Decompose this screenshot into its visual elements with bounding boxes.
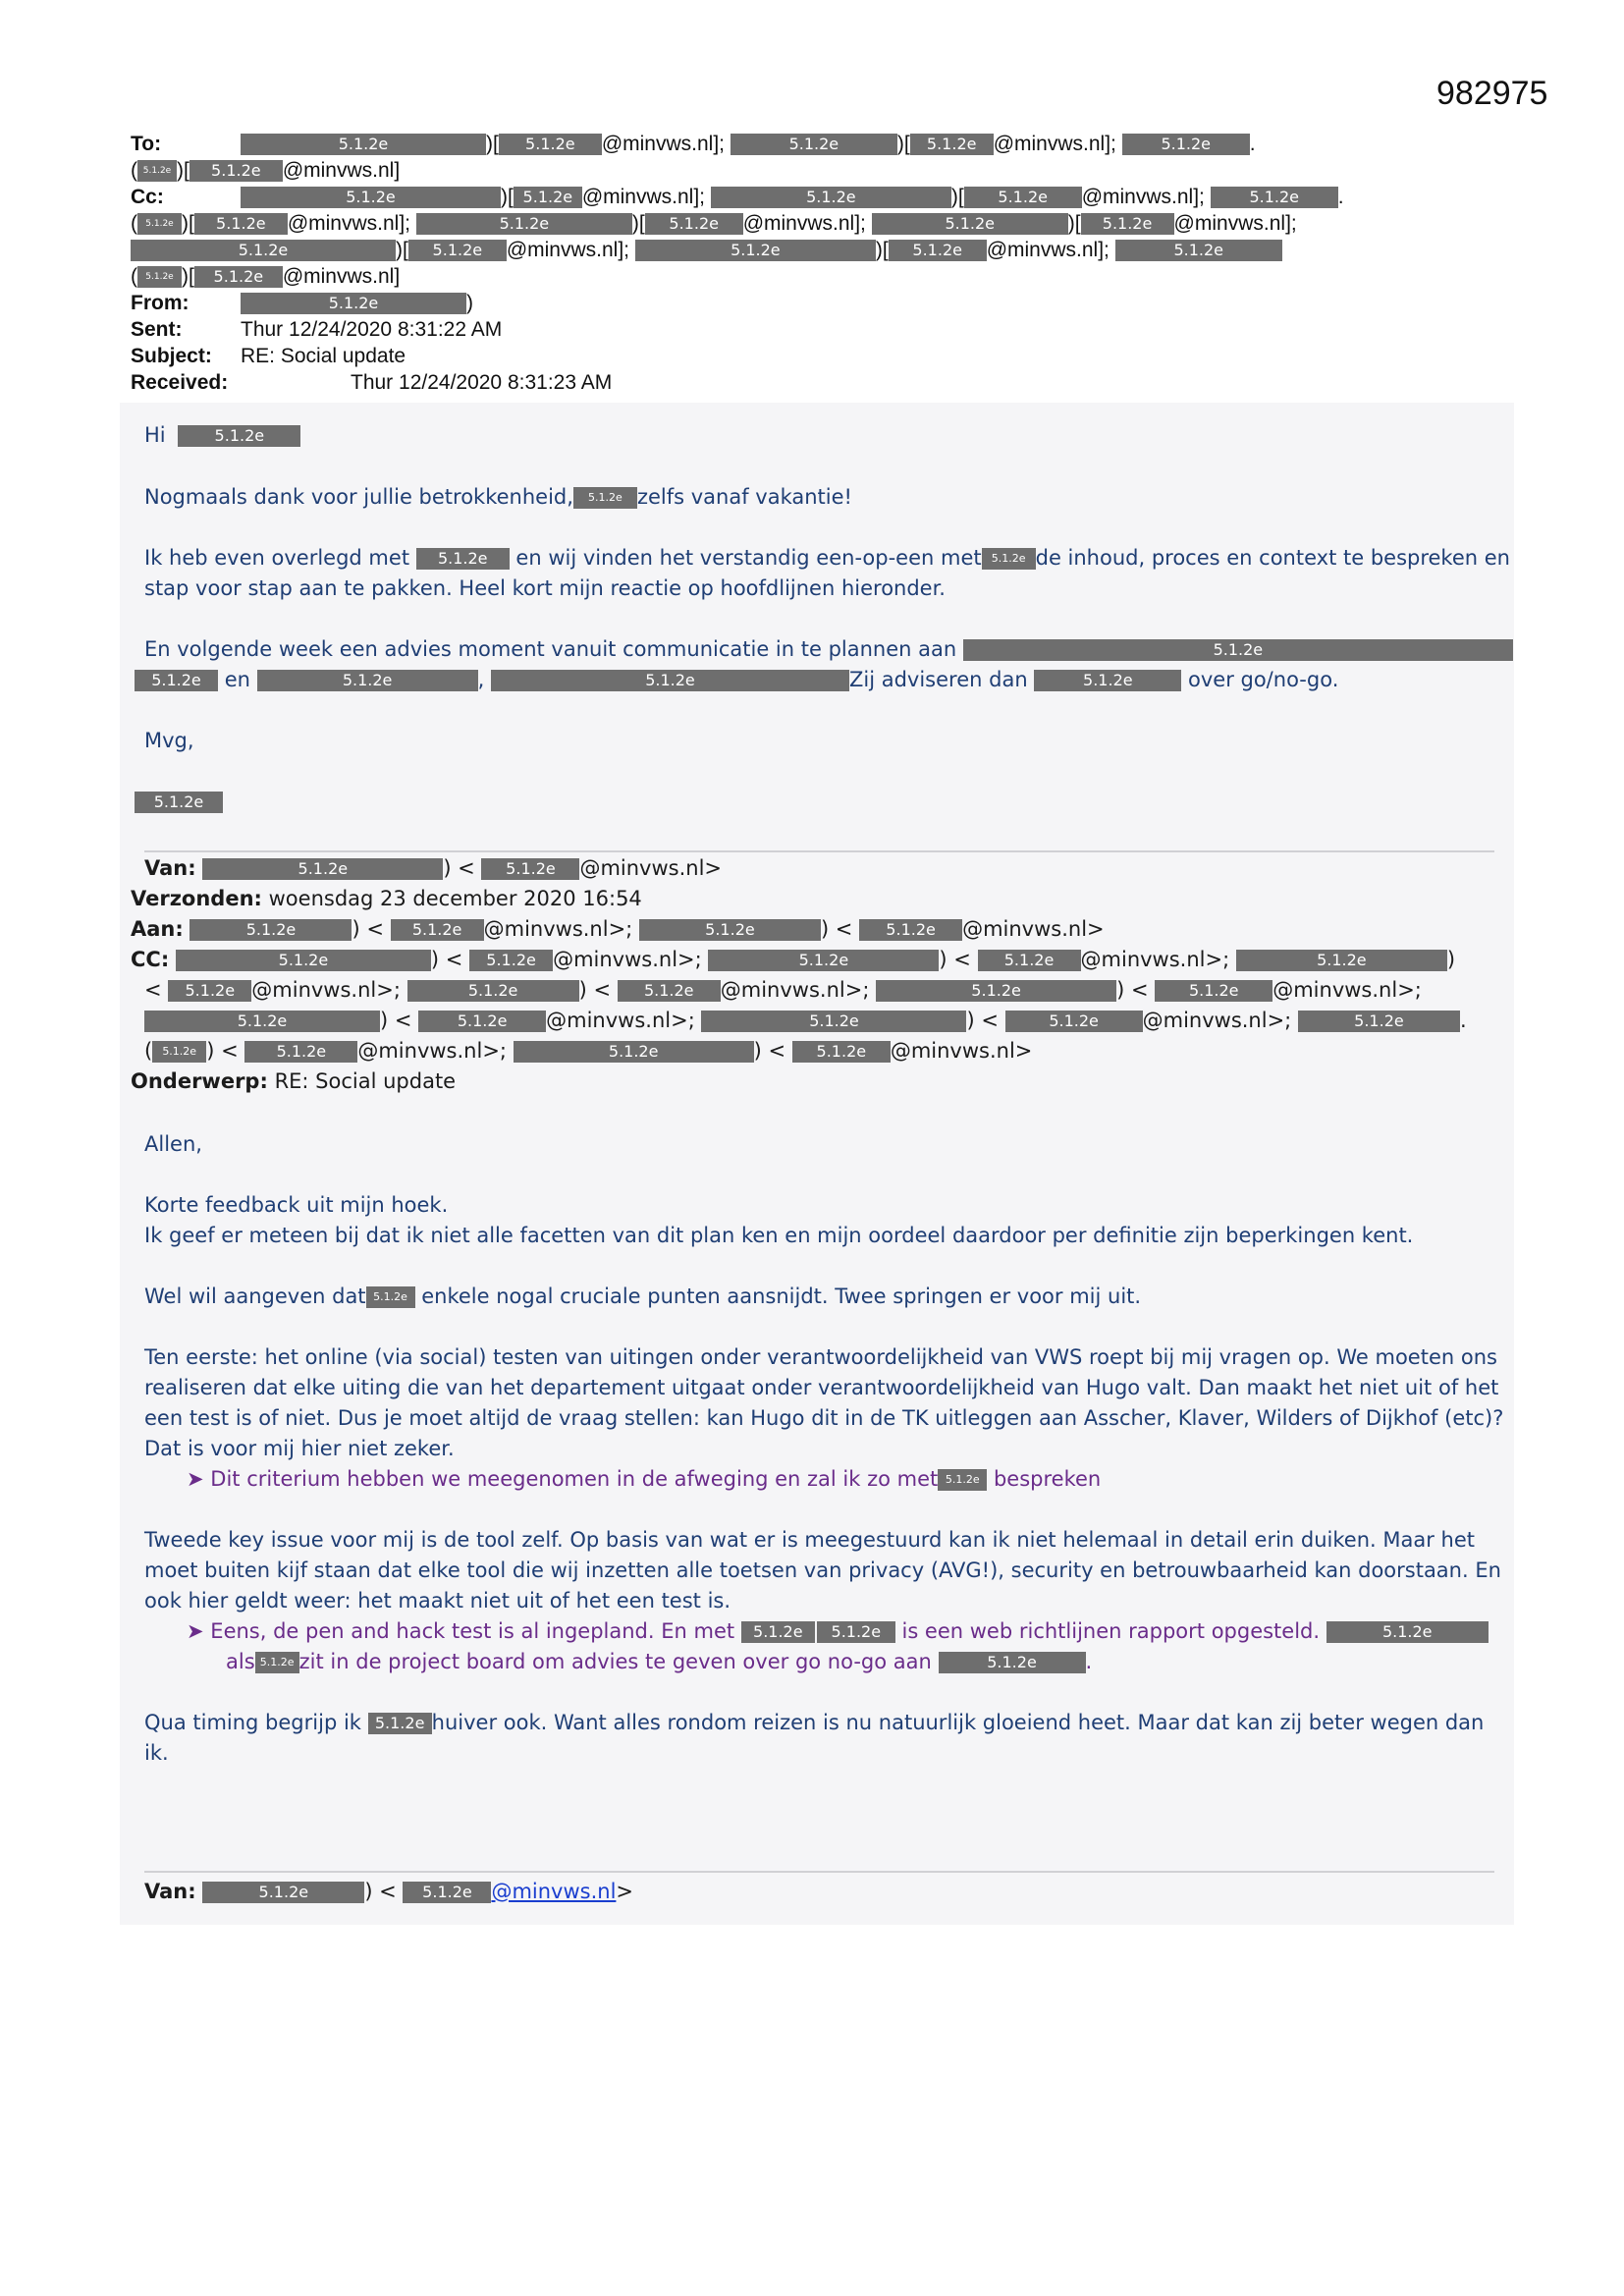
redaction: 5.1.2e [639,919,821,941]
redaction: 5.1.2e [189,160,283,182]
cc-line1: 5.1.2e )[ 5.1.2e @minvws.nl]; 5.1.2e )[ 5.1.2e @minvws.nl]; 5.1.2e . [241,184,1344,210]
to-recipients-line2: ( 5.1.2e )[ 5.1.2e @minvws.nl] [131,159,401,182]
cc-line3: 5.1.2e )[ 5.1.2e @minvws.nl]; 5.1.2e )[ 5.1.2e @minvws.nl]; 5.1.2e [131,237,1282,263]
redaction: 5.1.2e [817,1621,895,1643]
message2-cc-line2: < 5.1.2e @minvws.nl>; 5.1.2e ) < 5.1.2e @minvws.nl>; 5.1.2e ) < 5.1.2e @minvws.nl>; [144,978,1422,1002]
redaction: 5.1.2e [241,187,501,208]
redaction: 5.1.2e [982,548,1036,570]
redaction: 5.1.2e [514,187,582,208]
from-value: 5.1.2e ) [241,290,473,316]
sent-value: Thur 12/24/2020 8:31:22 AM [241,318,503,341]
redaction: 5.1.2e [491,670,849,691]
message1-closing: Mvg, [144,729,194,752]
redaction: 5.1.2e [741,1621,815,1643]
redaction: 5.1.2e [711,187,951,208]
redaction: 5.1.2e [645,213,743,235]
redaction: 5.1.2e [152,1041,206,1063]
redaction: 5.1.2e [1326,1621,1489,1643]
redaction: 5.1.2e [514,1041,754,1063]
reply-bullet-1: ➤ Dit criterium hebben we meegenomen in de afweging en zal ik zo met 5.1.2e bespreken [187,1467,1102,1491]
message2-cc-line3: 5.1.2e ) < 5.1.2e @minvws.nl>; 5.1.2e ) < 5.1.2e @minvws.nl>; 5.1.2e . [144,1006,1467,1036]
message2-paragraph4-line2: realiseren dat elke uiting die van het departement uitgaat onder verantwoordelijkheid van Hugo valt. Dan maakt het niet uit of het [144,1376,1499,1399]
redaction: 5.1.2e [178,425,300,447]
redaction: 5.1.2e [1122,134,1250,155]
redaction: 5.1.2e [202,1882,364,1903]
redaction: 5.1.2e [1236,950,1447,971]
redaction: 5.1.2e [1155,980,1272,1002]
message2-cc-line1: CC: 5.1.2e ) < 5.1.2e @minvws.nl>; 5.1.2e ) < 5.1.2e @minvws.nl>; 5.1.2e ) [131,948,1456,971]
greeting-line: Hi 5.1.2e [144,420,300,451]
message2-paragraph4-line3: een test is of niet. Dus je moet altijd de vraag stellen: kan Hugo dit in de TK uitleggen aan Asscher, Klaver, Wilders of Dijkhof (etc)? [144,1406,1504,1430]
separator [144,1871,1494,1873]
message2-paragraph5-line1: Tweede key issue voor mij is de tool zelf. Op basis van wat er is meegestuurd kan ik niet helemaal in detail erin duiken. Maar het [144,1528,1476,1552]
redaction: 5.1.2e [1005,1011,1143,1032]
redaction: 5.1.2e [1298,1011,1460,1032]
to-label: To: [131,133,162,155]
redaction: 5.1.2e [872,213,1068,235]
to-recipients-line1: 5.1.2e )[ 5.1.2e @minvws.nl]; 5.1.2e )[ 5.1.2e @minvws.nl]; 5.1.2e . [241,131,1256,157]
redaction: 5.1.2e [137,266,182,288]
arrow-bullet-icon: ➤ [187,1619,204,1643]
email-link[interactable]: @minvws.nl [491,1880,617,1903]
redaction: 5.1.2e [1034,670,1181,691]
from-label: From: [131,292,189,314]
message1-paragraph3-line1: En volgende week een advies moment vanuit communicatie in te plannen aan 5.1.2e [144,634,1513,665]
received-row [131,369,228,396]
message1-signature [135,787,223,817]
redaction: 5.1.2e [194,266,283,288]
message2-onderwerp: Onderwerp: RE: Social update [131,1069,457,1093]
separator [144,850,1494,852]
message2-paragraph5-line2: moet buiten kijf staan dat elke tool die wij inzetten alle toetsen van privacy (AVG!), security en betrouwbaarheid kan doorstaan. En [144,1558,1501,1582]
redaction: 5.1.2e [418,1011,546,1032]
reply-bullet-2-line1: ➤ Eens, de pen and hack test is al ingepland. En met 5.1.2e 5.1.2e is een web richtlijnen rapport opgesteld. 5.1.2e [187,1616,1489,1647]
redaction: 5.1.2e [573,487,637,509]
redaction: 5.1.2e [978,950,1081,971]
message2-aan: Aan: 5.1.2e ) < 5.1.2e @minvws.nl>; 5.1.2e ) < 5.1.2e @minvws.nl> [131,917,1105,941]
message1-paragraph3-line2: 5.1.2e en 5.1.2e , 5.1.2e Zij adviseren dan 5.1.2e over go/no-go. [135,665,1338,695]
redaction: 5.1.2e [137,160,177,182]
redaction: 5.1.2e [407,980,579,1002]
message2-paragraph5-line3: ook hier geldt weer: het maakt niet uit of het een test is. [144,1589,731,1613]
sent-row [131,316,183,343]
document-number: 982975 [1436,75,1548,112]
message2-paragraph2: Ik geef er meteen bij dat ik niet alle facetten van dit plan ken en mijn oordeel daardoor per definitie zijn beperkingen kent. [144,1224,1414,1247]
redaction: 5.1.2e [469,950,553,971]
redaction: 5.1.2e [1115,240,1282,261]
subject-label: Subject: [131,345,212,367]
redaction: 5.1.2e [889,240,987,261]
message2-verzonden: Verzonden: woensdag 23 december 2020 16:54 [131,887,642,910]
redaction: 5.1.2e [481,858,579,880]
redaction: 5.1.2e [244,1041,357,1063]
redaction: 5.1.2e [708,950,939,971]
cc-row [131,184,164,210]
message2-van: Van: 5.1.2e ) < 5.1.2e @minvws.nl> [144,856,723,880]
redaction: 5.1.2e [618,980,721,1002]
redaction: 5.1.2e [241,134,486,155]
redaction: 5.1.2e [257,670,478,691]
redaction: 5.1.2e [635,240,876,261]
redaction: 5.1.2e [963,639,1513,661]
redaction: 5.1.2e [194,213,288,235]
message2-paragraph1: Korte feedback uit mijn hoek. [144,1193,449,1217]
from-row [131,290,189,316]
redaction: 5.1.2e [964,187,1082,208]
redaction: 5.1.2e [416,548,510,570]
cc-line4: ( 5.1.2e )[ 5.1.2e @minvws.nl] [131,265,401,288]
redaction: 5.1.2e [131,240,396,261]
message2-paragraph4-line4: Dat is voor mij hier niet zeker. [144,1437,455,1460]
redaction: 5.1.2e [176,950,431,971]
subject-value: RE: Social update [241,345,406,367]
message2-paragraph4-line1: Ten eerste: het online (via social) testen van uitingen onder verantwoordelijkheid van VWS roept bij mij vragen op. We moeten ons [144,1345,1497,1369]
redaction: 5.1.2e [1211,187,1338,208]
received-label: Received: [131,371,229,394]
redaction: 5.1.2e [731,134,897,155]
redaction: 5.1.2e [368,1713,432,1734]
redaction: 5.1.2e [168,980,251,1002]
arrow-bullet-icon: ➤ [187,1467,204,1491]
message2-paragraph3: Wel wil aangeven dat 5.1.2e enkele nogal cruciale punten aansnijdt. Twee springen er voor mij uit. [144,1285,1142,1308]
redaction: 5.1.2e [366,1286,415,1308]
subject-row [131,343,212,369]
redaction: 5.1.2e [403,1882,491,1903]
redaction: 5.1.2e [1081,213,1174,235]
message1-paragraph2-line1: Ik heb even overlegd met 5.1.2e en wij vinden het verstandig een-op-een met 5.1.2e de inhoud, proces en context te bespreken en [144,546,1510,570]
redaction: 5.1.2e [910,134,994,155]
redaction: 5.1.2e [135,792,223,813]
reply-bullet-2-line2: als 5.1.2e zit in de project board om advies te geven over go no-go aan 5.1.2e . [226,1650,1093,1673]
redaction: 5.1.2e [499,134,602,155]
message2-cc-line4: ( 5.1.2e ) < 5.1.2e @minvws.nl>; 5.1.2e ) < 5.1.2e @minvws.nl> [144,1039,1033,1063]
cc-label: Cc: [131,186,164,208]
message1-paragraph2-line2: stap voor stap aan te pakken. Heel kort mijn reactie op hoofdlijnen hieronder. [144,576,946,600]
to-row [131,131,161,157]
cc-line2: ( 5.1.2e )[ 5.1.2e @minvws.nl]; 5.1.2e )[ 5.1.2e @minvws.nl]; 5.1.2e )[ 5.1.2e @minvws.nl]; [131,212,1297,235]
redaction: 5.1.2e [135,670,218,691]
redaction: 5.1.2e [701,1011,966,1032]
redaction: 5.1.2e [416,213,632,235]
redaction: 5.1.2e [859,919,962,941]
redaction: 5.1.2e [241,293,466,314]
message-body-panel [120,403,1514,1925]
message2-greeting: Allen, [144,1132,202,1156]
redaction: 5.1.2e [255,1652,299,1673]
redaction: 5.1.2e [202,858,443,880]
redaction: 5.1.2e [137,213,182,235]
redaction: 5.1.2e [792,1041,891,1063]
redaction: 5.1.2e [938,1469,987,1491]
redaction: 5.1.2e [876,980,1116,1002]
message1-paragraph1: Nogmaals dank voor jullie betrokkenheid, 5.1.2e zelfs vanaf vakantie! [144,485,852,509]
redaction: 5.1.2e [939,1652,1086,1673]
message2-paragraph6-line2: ik. [144,1741,169,1765]
redaction: 5.1.2e [391,919,484,941]
redaction: 5.1.2e [408,240,507,261]
redaction: 5.1.2e [189,919,352,941]
message3-van: Van: 5.1.2e ) < 5.1.2e @minvws.nl> [144,1880,634,1903]
received-value: Thur 12/24/2020 8:31:23 AM [351,371,613,394]
sent-label: Sent: [131,318,183,341]
redaction: 5.1.2e [144,1011,380,1032]
message2-paragraph6-line1: Qua timing begrijp ik 5.1.2e huiver ook. Want alles rondom reizen is nu natuurlijk gloeiend heet. Maar dat kan zij beter wegen dan [144,1711,1485,1734]
